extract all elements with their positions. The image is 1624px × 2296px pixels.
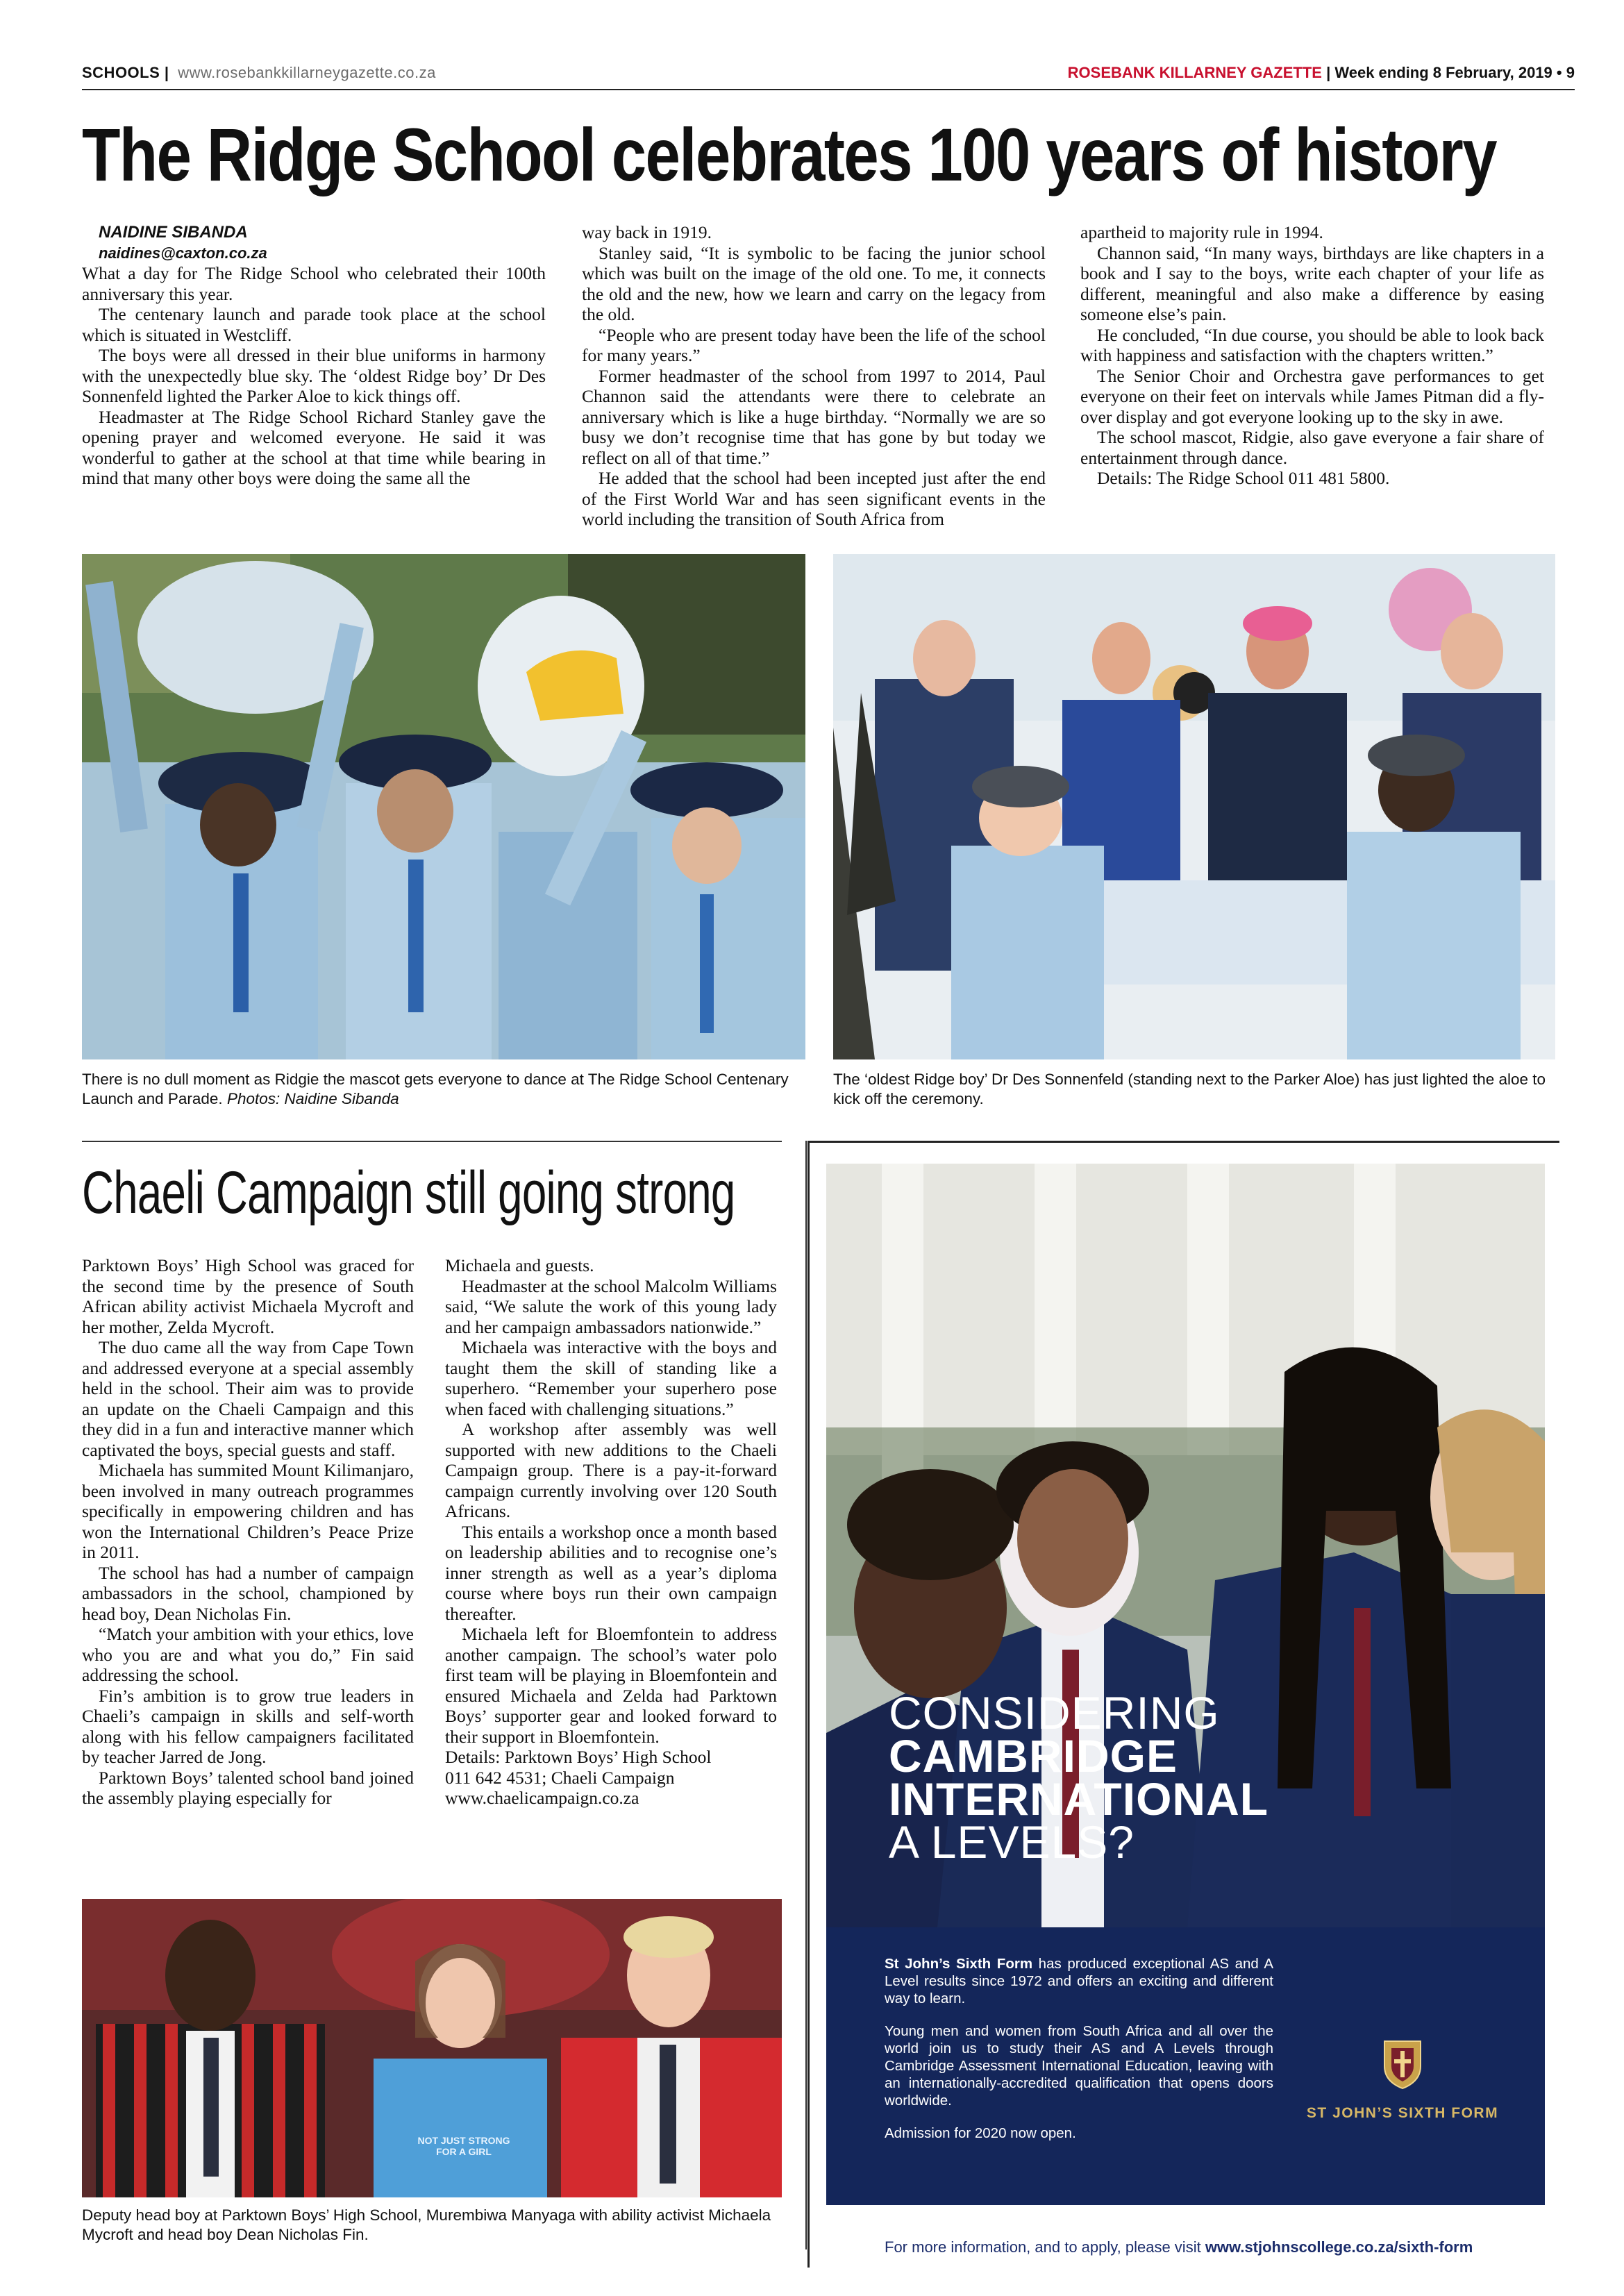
paragraph: A workshop after assembly was well supported with new additions to the Chaeli Campaign group. There is a pay-it-forward campaign currently involving over 120 South Africans. [445,1419,777,1521]
advert-heading-line: INTERNATIONAL [889,1773,1269,1825]
paragraph: Former headmaster of the school from 1997 to 2014, Paul Channon said the attendants were there to celebrate an anniversary which is like a huge birthday. “Normally we are so busy we don’t recognise time that has gone by but today we reflect on all of that time.” [582,365,1046,468]
article2-column-1 [82,1255,414,1809]
article1-headline: The Ridge School celebrates 100 years of history [82,112,1496,196]
paragraph: The boys were all dressed in their blue uniforms in harmony with the unexpectedly blue sky. The ‘oldest Ridge boy’ Dr Des Sonnenfeld lighted the Parker Aloe to kick things off. [82,345,546,406]
paragraph: He concluded, “In due course, you should be able to look back with happiness and satisfaction with the chapters written.” [1080,324,1544,365]
paragraph: “Match your ambition with your ethics, love who you are and what you do,” Fin said addressing the school. [82,1624,414,1685]
paragraph: The school has had a number of campaign ambassadors in the school, championed by head boy, Dean Nicholas Fin. [82,1562,414,1624]
advert-footer [885,2238,1537,2256]
paragraph: Michaela has summited Mount Kilimanjaro, been involved in many outreach programmes specifically in empowering children and has won the International Children’s Peace Prize in 2011. [82,1460,414,1562]
paragraph: The Senior Choir and Orchestra gave performances to get everyone on their feet on intervals while James Pitman did a fly-over display and got everyone looking up to the sky in awe. [1080,365,1544,427]
crest-icon [1382,2038,1423,2091]
column-divider [805,1141,807,2249]
publication-name: ROSEBANK KILLARNEY GAZETTE [1067,64,1322,81]
issue-date: Week ending 8 February, 2019 [1334,64,1552,81]
advert-footer-text: For more information, and to apply, please visit [885,2238,1205,2256]
caption-ceremony: The ‘oldest Ridge boy’ Dr Des Sonnenfeld (standing next to the Parker Aloe) has just lighted the aloe to kick off the ceremony. [833,1071,1546,1107]
article2-column-2 [445,1255,777,1809]
paragraph: Parktown Boys’ talented school band joined the assembly playing especially for [82,1767,414,1808]
paragraph: Parktown Boys’ High School was graced for the second time by the presence of South African ability activist Michaela Mycroft and her mother, Zelda Mycroft. [82,1255,414,1337]
paragraph: way back in 1919. [582,222,712,242]
photo-ceremony [833,554,1555,1059]
paragraph: Michaela and guests. [445,1255,594,1275]
paragraph: apartheid to majority rule in 1994. [1080,222,1323,242]
article1-column-1 [82,222,546,489]
website-link[interactable]: www.rosebankkillarneygazette.co.za [178,64,436,81]
advert-brand: ST JOHN’S SIXTH FORM [1306,2105,1499,2121]
header-left [82,64,436,82]
paragraph: Michaela left for Bloemfontein to address another campaign. The school’s water polo first team will be playing in Bloemfontein and ensured Michaela and Zelda had Parktown Boys’ supporter gear and looked forward to their support in Bloemfontein. [445,1624,777,1747]
paragraph: The school mascot, Ridgie, also gave everyone a fair share of entertainment through dance. [1080,427,1544,468]
photo-mascot-dance [82,554,805,1059]
paragraph: He added that the school had been incepted just after the end of the First World War and has seen significant events in the world including the transition of South Africa from [582,468,1046,529]
photo-parktown-trio [82,1899,782,2197]
advert-paragraph: Young men and women from South Africa and all over the world join us to study their AS and A Levels through Cambridge Assessment International Education, leaving with an internationally-accredited qualification that opens doors worldwide. [885,2023,1273,2109]
paragraph: Headmaster at The Ridge School Richard Stanley gave the opening prayer and welcomed everyone. He said it was wonderful to gather at the school at that time while bearing in mind that many other boys were doing the same all the [82,406,546,488]
advert-paragraph: Admission for 2020 now open. [885,2125,1076,2141]
paragraph: What a day for The Ridge School who celebrated their 100th anniversary this year. [82,263,546,304]
article1-column-2 [582,222,1046,530]
header-bullet: • [1556,64,1562,81]
page-header [82,64,1575,92]
article1-column-3 [1080,222,1544,489]
details-line: Details: Parktown Boys’ High School [445,1747,712,1767]
details-line: 011 642 4531; Chaeli Campaign [445,1767,675,1788]
advert-text-panel [826,1927,1545,2205]
paragraph: Channon said, “In many ways, birthdays are like chapters in a book and I say to the boys, write each chapter of your life as different, meaningful and also make a difference by easing someone else’s pain. [1080,242,1544,324]
advert-st-johns[interactable] [807,1141,1559,2268]
paragraph: Michaela was interactive with the boys and taught them the skill of standing like a superhero. “Remember your superhero pose when faced with challenging situations.” [445,1337,777,1419]
advert-paragraph [885,1955,1273,2007]
advert-body [885,1955,1273,2157]
shirt-print: NOT JUST STRONG FOR A GIRL [417,2135,510,2157]
advert-heading-line: A LEVELS? [889,1816,1135,1868]
paragraph: The duo came all the way from Cape Town and addressed everyone at a special assembly held in the school. Their aim was to provide an update on the Chaeli Campaign and this they did in a fun and interactive manner which captivated the boys, special guests and staff. [82,1337,414,1460]
paragraph: Stanley said, “It is symbolic to be facing the junior school which was built on the image of the old one. To me, it connects the old and the new, how we learn and carry on the legacy from the old. [582,242,1046,324]
caption-mascot [82,1070,805,1109]
byline-email[interactable]: naidines@caxton.co.za [99,244,267,262]
paragraph: This entails a workshop once a month based on leadership abilities and to recognise one’s inner strength as well as a year’s diploma course where boys run their own campaign thereafter. [445,1521,777,1624]
header-rule [82,89,1575,90]
caption-text: There is no dull moment as Ridgie the mascot gets everyone to dance at The Ridge School Centenary Launch and Parade. [82,1071,789,1107]
header-separator-2: | [1326,64,1331,81]
advert-heading [889,1687,1269,1868]
page-number: 9 [1566,64,1575,81]
paragraph: The centenary launch and parade took place at the school which is situated in Westcliff. [82,304,546,345]
article2-headline: Chaeli Campaign still going strong [82,1159,735,1226]
advert-heading-line: CONSIDERING [889,1687,1220,1738]
details-link[interactable]: www.chaelicampaign.co.za [445,1788,639,1808]
section-name: SCHOOLS [82,64,160,81]
advert-heading-line: CAMBRIDGE [889,1730,1178,1782]
advert-paragraph-rest: has produced exceptional AS and A Level results since 1972 and offers an exciting and different way to learn. [885,1956,1273,2006]
advert-lead: St John’s Sixth Form [885,1956,1033,1972]
paragraph: “People who are present today have been the life of the school for many years.” [582,324,1046,365]
paragraph: Fin’s ambition is to grow true leaders in Chaeli’s campaign in skills and self-worth along with his fellow campaigners facilitated by teacher Jarred de Jong. [82,1685,414,1767]
paragraph: Details: The Ridge School 011 481 5800. [1097,468,1390,488]
header-right [1068,64,1575,82]
paragraph: Headmaster at the school Malcolm Williams said, “We salute the work of this young lady and her campaign ambassadors nationwide.” [445,1275,777,1337]
byline-author: NAIDINE SIBANDA [99,223,248,242]
advert-photo [826,1164,1545,1927]
photo-credit: Photos: Naidine Sibanda [226,1090,399,1107]
advert-link[interactable]: www.stjohnscollege.co.za/sixth-form [1205,2238,1473,2256]
header-separator: | [164,64,169,81]
caption-parktown: Deputy head boy at Parktown Boys’ High School, Murembiwa Manyaga with ability activist Michaela Mycroft and head boy Dean Nicholas Fin. [82,2206,771,2243]
article2-top-rule [82,1141,782,1142]
